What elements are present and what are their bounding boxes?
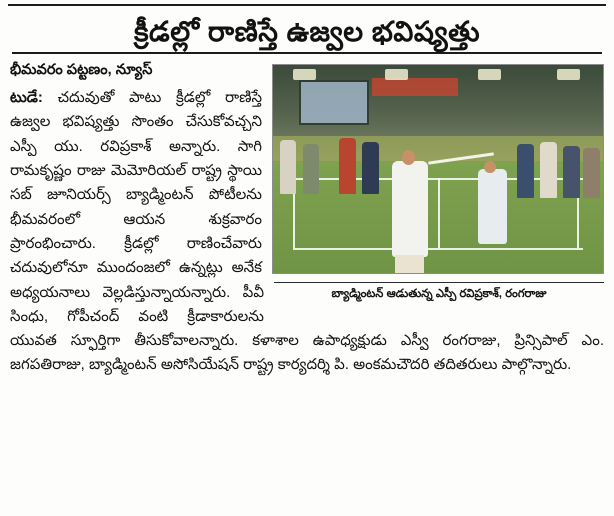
photo-spectator bbox=[583, 148, 600, 198]
photo-player-foreground bbox=[392, 161, 428, 257]
photo-caption-block bbox=[274, 278, 604, 303]
photo-banner bbox=[372, 78, 458, 97]
photo-ceiling-lamp bbox=[557, 69, 580, 79]
dateline: భీమవరం పట్టణం, న్యూస్ bbox=[10, 62, 153, 79]
photo-projector-screen bbox=[299, 80, 369, 126]
photo-spectator bbox=[339, 138, 356, 194]
photo-player-opponent bbox=[478, 169, 508, 244]
article-paragraph: చదువుతో పాటు క్రీడల్లో రాణిస్తే ఉజ్వల భవిష్యత్తు సొంతం చేసుకోవచ్చని ఎస్పీ యు. రవిప్రకాశ్ అన్నారు. సాగి రామకృష్ణం రాజు మెమోరియల్ రాష్ట్ర స్థాయి సబ్ జూనియర్స్ బ్యాడ్మింటన్ పోటీలను భీమవరంలో ఆయన శుక్రవారం ప్రారంభించారు. క్రీడల్లో రాణించేవారు చదువులోనూ ముందంజలో ఉన్నట్లు అనేక అధ్యయనాలు వెల్లడిస్తున్నాయన్నారు. పీవీ సింధు, గోపీచంద్ వంటి క్రీడాకారులను యువత స్ఫూర్తిగా తీసుకోవాలన్నారు. కళాశాల ఉపాధ్యక్షుడు ఎస్వీ రంగరాజు, ప్రిన్సిపాల్ ఎం. జగపతిరాజు, బ్యాడ్మింటన్ అసోసియేషన్ రాష్ట్ర కార్యదర్శి పి. అంకమచౌదరి తదితరులు పాల్గొన్నారు. bbox=[10, 89, 604, 374]
photo-ceiling-lamp bbox=[293, 69, 316, 79]
page-title: క్రీడల్లో రాణిస్తే ఉజ్వల భవిష్యత్తు bbox=[133, 16, 481, 47]
photo-ceiling-lamp bbox=[478, 69, 501, 79]
article-photo bbox=[272, 64, 604, 274]
photo-player-head bbox=[402, 150, 415, 165]
photo-spectator bbox=[540, 142, 557, 198]
photo-player-head bbox=[484, 161, 496, 173]
photo-spectator bbox=[563, 146, 580, 198]
photo-ceiling-lamp bbox=[385, 69, 408, 79]
photo-spectator bbox=[362, 142, 379, 194]
photo-court-line bbox=[293, 248, 583, 250]
photo-spectator bbox=[517, 144, 534, 198]
photo-caption-text: బ్యాడ్మింటన్ ఆడుతున్న ఎస్పీ రవిప్రకాశ్, రంగరాజు bbox=[331, 288, 547, 301]
photo-spectator bbox=[280, 140, 297, 194]
article-body-wrapper bbox=[10, 62, 604, 378]
photo-court-line bbox=[438, 178, 440, 249]
photo-spectator bbox=[303, 144, 320, 194]
article-lead-in: టుడే: bbox=[10, 89, 43, 107]
photo-player-legs bbox=[395, 255, 424, 275]
headline-divider bbox=[12, 52, 602, 54]
top-rule bbox=[8, 4, 606, 6]
